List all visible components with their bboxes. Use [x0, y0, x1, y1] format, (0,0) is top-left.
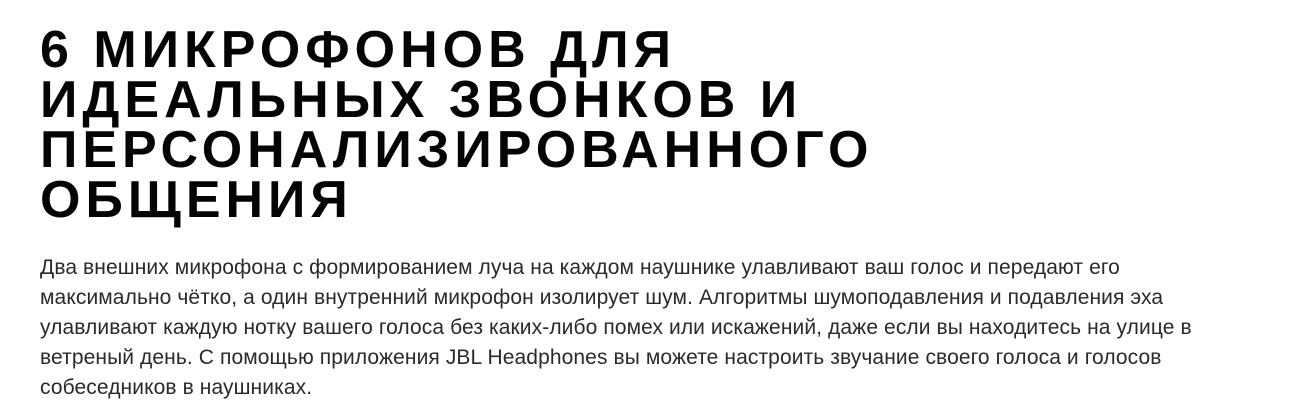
feature-description: Два внешних микрофона с формированием луча на каждом наушнике улавливают ваш голос и передают его максимально чётко, а один внутренний микрофон изолирует шум. Алгоритмы шумоподавления и подавления эха улавливают каждую нотку вашего голоса без каких-либо помех или искажений, даже если вы находитесь на улице в ветреный день. С помощью приложения JBL Headphones вы можете настроить звучание своего голоса и голосов собеседников в наушниках. — [40, 256, 1192, 399]
feature-heading: 6 МИКРОФОНОВ ДЛЯ ИДЕАЛЬНЫХ ЗВОНКОВ И ПЕРСОНАЛИЗИРОВАННОГО ОБЩЕНИЯ — [40, 21, 874, 229]
